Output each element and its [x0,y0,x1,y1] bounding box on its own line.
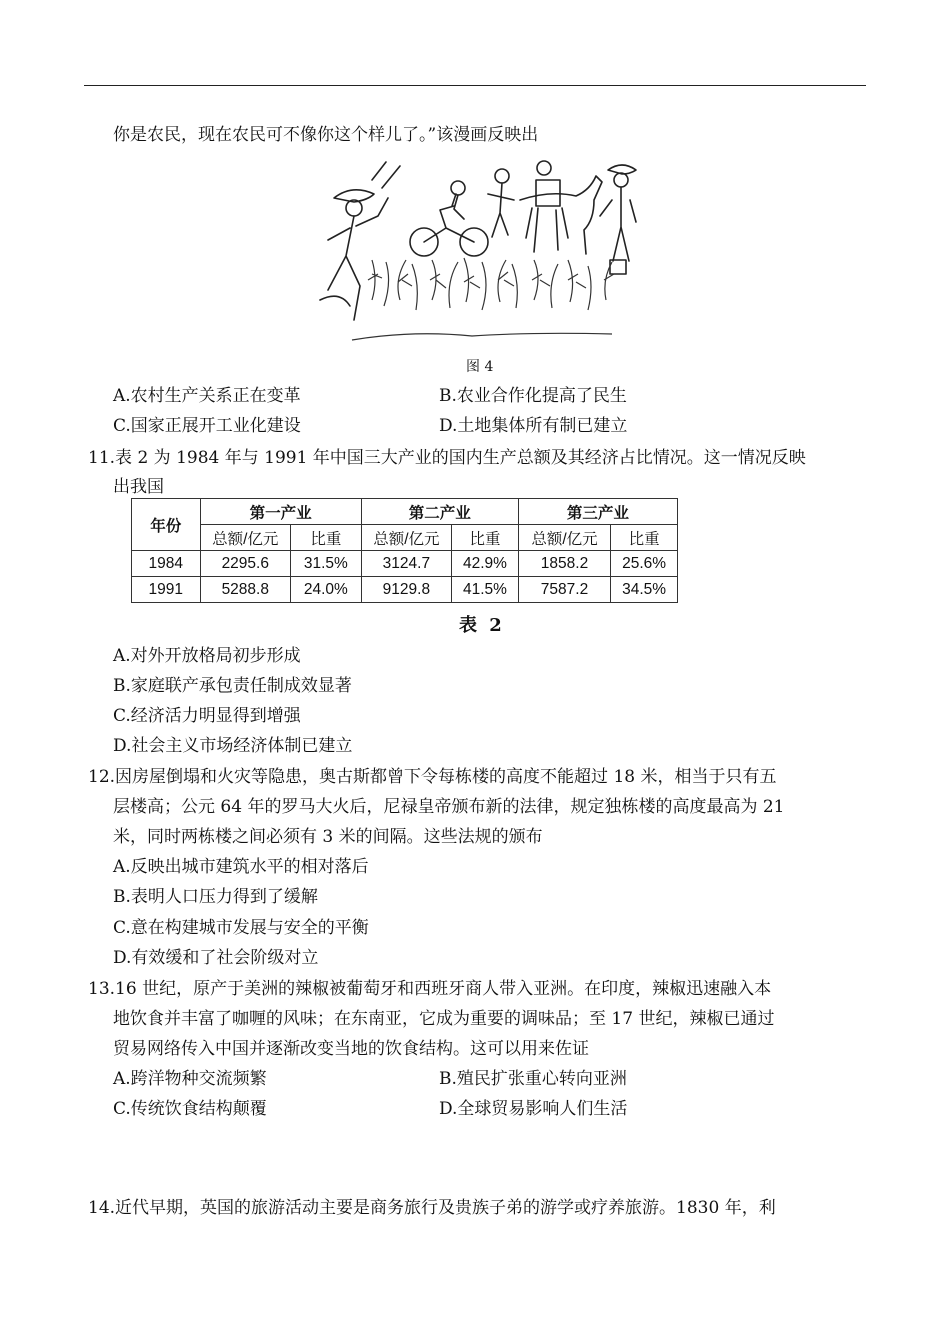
table-subheader-ratio: 比重 [452,525,519,551]
q12-option-d: D.有效缓和了社会阶级对立 [113,948,319,968]
q13-stem-line2: 地饮食并丰富了咖喱的风味；在东南亚，它成为重要的调味品；至 17 世纪，辣椒已通过 [113,1009,775,1029]
table-group-primary: 第一产业 [200,499,361,525]
q12-stem-line2: 层楼高；公元 64 年的罗马大火后，尼禄皇帝颁布新的法律，规定独栋楼的高度最高为 21 [113,797,785,817]
table-cell: 41.5% [452,577,519,603]
table-cell: 7587.2 [518,577,610,603]
table-subheader-total: 总额/亿元 [361,525,451,551]
q12-option-a: A.反映出城市建筑水平的相对落后 [113,857,369,877]
q12-stem-line1: 12.因房屋倒塌和火灾等隐患，奥古斯都曾下令每栋楼的高度不能超过 18 米，相当于只有五 [88,767,777,787]
table-cell: 3124.7 [361,551,451,577]
q11-option-c: C.经济活力明显得到增强 [113,706,301,726]
q13-option-a: A.跨洋物种交流频繁 [113,1069,267,1089]
q11-stem-line1: 11.表 2 为 1984 年与 1991 年中国三大产业的国内生产总额及其经济占比情况。这一情况反映 [88,448,806,468]
table-cell: 5288.8 [200,577,290,603]
q10-option-c: C.国家正展开工业化建设 [113,416,301,436]
table-cell: 31.5% [291,551,362,577]
table-subheader-ratio: 比重 [611,525,678,551]
q12-option-b: B.表明人口压力得到了缓解 [113,887,318,907]
q13-stem-line1: 13.16 世纪，原产于美洲的辣椒被葡萄牙和西班牙商人带入亚洲。在印度，辣椒迅速融入本 [88,979,772,999]
table-year-header: 年份 [132,499,201,551]
q13-option-d: D.全球贸易影响人们生活 [439,1099,628,1119]
table-subheader-ratio: 比重 [291,525,362,551]
q13-option-b: B.殖民扩张重心转向亚洲 [439,1069,627,1089]
table-row [132,551,678,577]
lead-text: 你是农民，现在农民可不像你这个样儿了。”该漫画反映出 [113,125,539,145]
table-subheader-total: 总额/亿元 [200,525,290,551]
table-cell: 34.5% [611,577,678,603]
q10-option-d: D.土地集体所有制已建立 [439,416,628,436]
table-group-tertiary: 第三产业 [518,499,677,525]
table-cell: 1858.2 [518,551,610,577]
figure-caption: 图 4 [466,359,494,375]
table-subheader-total: 总额/亿元 [518,525,610,551]
q11-option-b: B.家庭联产承包责任制成效显著 [113,676,352,696]
cartoon-illustration [312,150,642,350]
table-cell: 24.0% [291,577,362,603]
table-cell: 9129.8 [361,577,451,603]
industry-table [131,498,678,603]
table-cell: 25.6% [611,551,678,577]
table-cell-year: 1991 [132,577,201,603]
q11-option-a: A.对外开放格局初步形成 [113,646,301,666]
table-group-secondary: 第二产业 [361,499,518,525]
table-row [132,577,678,603]
q13-stem-line3: 贸易网络传入中国并逐渐改变当地的饮食结构。这可以用来佐证 [113,1039,589,1059]
q10-option-a: A.农村生产关系正在变革 [113,386,301,406]
table-cell: 2295.6 [200,551,290,577]
q12-stem-line3: 米，同时两栋楼之间必须有 3 米的间隔。这些法规的颁布 [113,827,543,847]
table-caption: 表 2 [459,615,505,636]
q10-option-b: B.农业合作化提高了民生 [439,386,627,406]
q11-stem-line2: 出我国 [113,477,164,497]
q13-option-c: C.传统饮食结构颠覆 [113,1099,267,1119]
table-cell-year: 1984 [132,551,201,577]
q14-stem-line1: 14.近代早期，英国的旅游活动主要是商务旅行及贵族子弟的游学或疗养旅游。1830 年，利 [88,1198,776,1218]
header-rule [84,85,866,86]
q12-option-c: C.意在构建城市发展与安全的平衡 [113,918,369,938]
table-cell: 42.9% [452,551,519,577]
q11-option-d: D.社会主义市场经济体制已建立 [113,736,353,756]
